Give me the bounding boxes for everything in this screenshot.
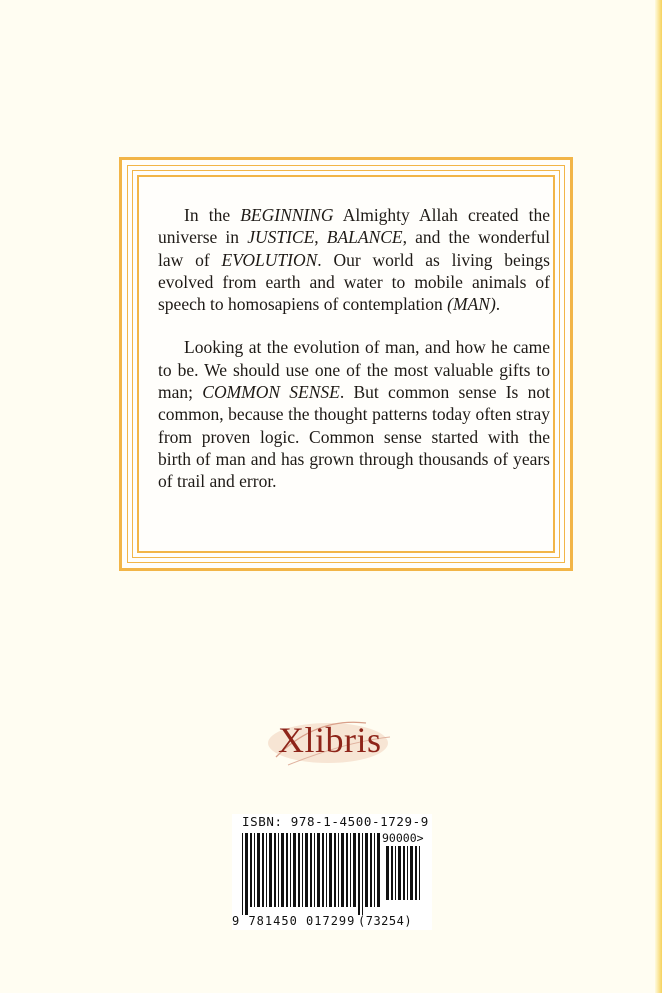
barcode-bar: [410, 846, 413, 900]
logo-text: Xlibris: [278, 720, 382, 760]
addon-price-code: (73254): [358, 914, 413, 928]
emphasis-text: COMMON SENSE: [202, 382, 340, 403]
emphasis-text: BEGINNING: [240, 205, 334, 225]
emphasis-text: EVOLUTION: [221, 249, 318, 270]
text-run: ,: [314, 227, 327, 248]
barcode-bar: [326, 833, 327, 907]
emphasis-text: (MAN): [447, 294, 496, 315]
isbn-label: ISBN: 978-1-4500-1729-9: [242, 814, 429, 829]
barcode-bar: [341, 833, 344, 907]
text-run: Looking at the evolution of man, and how he came to be. We should use one of the most valuable gifts to man;: [158, 337, 550, 403]
barcode-bar: [370, 833, 372, 907]
barcode-bar: [377, 833, 380, 907]
emphasis-text: BALANCE: [326, 227, 403, 248]
barcode-bar: [281, 833, 284, 907]
text-run: . Our world as living beings evolved from earth and water to mobile animals of speech to homosapiens of contemplation: [158, 249, 550, 315]
barcode-bar: [346, 833, 348, 907]
emphasis-text: JUSTICE: [247, 227, 315, 248]
barcode-bar: [415, 846, 417, 900]
barcode-bar: [274, 833, 276, 907]
spine-edge: [655, 0, 662, 993]
barcode-bar: [314, 833, 315, 907]
barcode-bar: [391, 846, 393, 900]
barcode-bar: [310, 833, 312, 907]
isbn-barcode: [242, 833, 382, 921]
barcode-bar: [374, 833, 375, 907]
barcode-bar: [407, 846, 408, 900]
barcode-bar: [365, 833, 368, 907]
text-run: , and the wonderful law of: [158, 227, 550, 270]
barcode-bar: [329, 833, 332, 907]
barcode-bar: [269, 833, 272, 907]
text-run: .: [495, 294, 501, 315]
barcode-bar: [278, 833, 279, 907]
barcode-digits: 9 781450 017299: [232, 914, 356, 928]
barcode-bar: [242, 833, 243, 915]
barcode-bar: [317, 833, 320, 907]
barcode-bar: [338, 833, 339, 907]
barcode-bar: [305, 833, 308, 907]
barcode-bar: [358, 833, 360, 915]
barcode-bar: [403, 846, 405, 900]
barcode-bar: [245, 833, 248, 915]
publisher-logo: [262, 711, 400, 773]
blurb-paragraph: [158, 204, 550, 315]
barcode-bar: [250, 833, 252, 907]
price-addon-barcode: [386, 846, 424, 912]
barcode-bar: [286, 833, 288, 907]
barcode-bar: [254, 833, 255, 907]
isbn-barcode-block: [232, 814, 432, 930]
barcode-bar: [298, 833, 300, 907]
barcode-bar: [302, 833, 303, 907]
blurb-paragraph: [158, 336, 550, 492]
addon-digits: 90000>: [382, 831, 424, 845]
barcode-bar: [290, 833, 291, 907]
barcode-bar: [362, 833, 363, 915]
barcode-bar: [262, 833, 264, 907]
barcode-bar: [293, 833, 296, 907]
barcode-bar: [257, 833, 260, 907]
text-run: Almighty Allah created the universe in: [158, 205, 550, 248]
barcode-bar: [350, 833, 351, 907]
barcode-bar: [266, 833, 267, 907]
barcode-bar: [386, 846, 389, 900]
barcode-bar: [395, 846, 396, 900]
barcode-bar: [398, 846, 401, 900]
blurb-frame: [119, 157, 573, 571]
barcode-bar: [334, 833, 336, 907]
blurb-text: [158, 204, 550, 514]
barcode-bar: [353, 833, 356, 907]
text-run: . But common sense Is not common, because the thought patterns today often stray from proven logic. Common sense started with the birth of man and has grown through thousands of years of trail and error.: [158, 382, 550, 492]
barcode-bar: [419, 846, 420, 900]
barcode-bar: [322, 833, 324, 907]
text-run: In the: [184, 205, 241, 225]
